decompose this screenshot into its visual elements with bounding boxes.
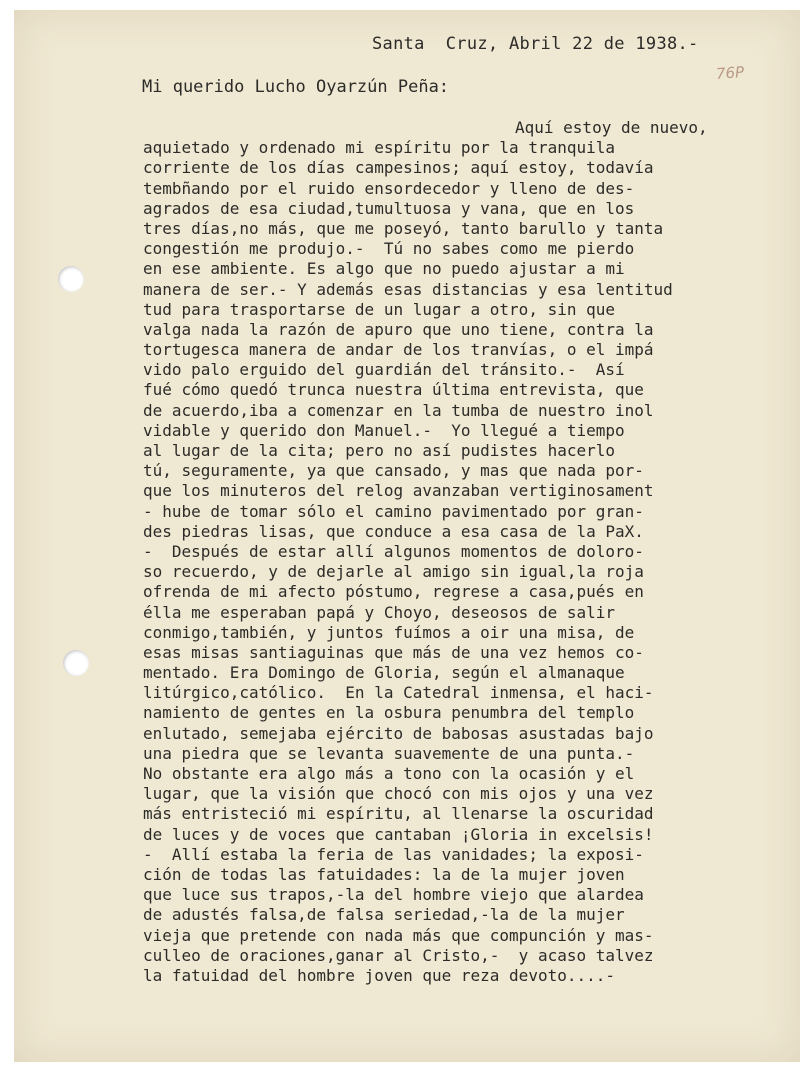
body-line: corriente de los días campesinos; aquí estoy, todavía (143, 158, 654, 178)
body-line: esas misas santiaguinas que más de una vez hemos co- (143, 642, 644, 662)
punch-hole (63, 650, 89, 676)
body-line: de luces y de voces que cantaban ¡Gloria in excelsis! (143, 824, 654, 844)
letter-greeting: Mi querido Lucho Oyarzún Peña: (142, 77, 450, 97)
body-line: que los minuteros del relog avanzaban vertiginosament (143, 481, 654, 501)
body-line: tud para trasportarse de un lugar a otro, sin que (143, 299, 616, 319)
body-line: élla me esperaban papá y Choyo, deseosos de salir (143, 602, 616, 622)
body-line: fué cómo quedó trunca nuestra última entrevista, que (143, 380, 644, 400)
body-line: valga nada la razón de apuro que uno tiene, contra la (143, 319, 654, 339)
body-line: más entristeció mi espíritu, al llenarse la oscuridad (143, 804, 654, 824)
body-line: No obstante era algo más a tono con la ocasión y el (143, 764, 635, 783)
body-line: tortugesca manera de andar de los tranvías, o el impá (143, 340, 654, 360)
body-line: lugar, que la visión que chocó con mis ojos y una vez (143, 784, 654, 804)
letter-body (143, 118, 800, 986)
body-line: tres días,no más, que me poseyó, tanto barullo y tanta (143, 218, 664, 238)
body-line: so recuerdo, y de dejarle al amigo sin igual,la roja (143, 562, 644, 582)
body-line: que luce sus trapos,-la del hombre viejo que alardea (143, 885, 644, 905)
body-line: la fatuidad del hombre joven que reza devoto....- (143, 965, 616, 985)
body-line: vido palo erguido del guardián del tránsito.- Así (143, 360, 625, 380)
body-line: litúrgico,católico. En la Catedral inmensa, el haci- (143, 683, 654, 703)
body-line: des piedras lisas, que conduce a esa casa de la PaX. (143, 521, 644, 541)
body-line: ofrenda de mi afecto póstumo, regrese a casa,pués en (143, 582, 644, 602)
body-line: enlutado, semejaba ejército de babosas asustadas bajo (143, 723, 654, 743)
body-line: al lugar de la cita; pero no así pudistes hacerlo (143, 441, 616, 460)
body-line: una piedra que se levanta suavemente de una punta.- (143, 743, 635, 763)
body-line: Aquí estoy de nuevo, (515, 118, 708, 137)
body-line: culleo de oraciones,ganar al Cristo,- y acaso talvez (143, 945, 654, 965)
body-line: de acuerdo,iba a comenzar en la tumba de nuestro inol (143, 400, 654, 420)
body-line: - Después de estar allí algunos momentos de doloro- (143, 541, 644, 561)
body-line: congestión me produjo.- Tú no sabes como me pierdo (143, 239, 635, 259)
body-line: manera de ser.- Y además esas distancias y esa lentitud (143, 279, 673, 299)
body-line: vieja que pretende con nada más que compunción y mas- (143, 925, 654, 945)
body-line: agrados de esa ciudad,tumultuosa y vana, que en los (143, 198, 635, 218)
body-line: ción de todas las fatuidades: la de la mujer joven (143, 864, 625, 884)
body-line: - Allí estaba la feria de las vanidades; la exposi- (143, 844, 644, 864)
body-line: conmigo,también, y juntos fuímos a oir una misa, de (143, 622, 635, 642)
body-line: de adustés falsa,de falsa seriedad,-la de la mujer (143, 905, 625, 925)
body-line: mentado. Era Domingo de Gloria, según el almanaque (143, 663, 625, 683)
body-line: aquietado y ordenado mi espíritu por la tranquila (143, 138, 616, 158)
body-line: en ese ambiente. Es algo que no puedo ajustar a mi (143, 259, 625, 279)
handwritten-annotation: 76P (715, 63, 745, 83)
letter-date: Santa Cruz, Abril 22 de 1938.- (372, 34, 699, 54)
body-line: tú, seguramente, ya que cansado, y mas que nada por- (143, 461, 644, 481)
body-line: - hube de tomar sólo el camino pavimentado por gran- (143, 501, 644, 521)
body-line: vidable y querido don Manuel.- Yo llegué a tiempo (143, 420, 625, 440)
body-line: tembñando por el ruido ensordecedor y lleno de des- (143, 178, 635, 198)
body-line: namiento de gentes en la osbura penumbra del templo (143, 703, 635, 723)
punch-hole (58, 266, 84, 292)
